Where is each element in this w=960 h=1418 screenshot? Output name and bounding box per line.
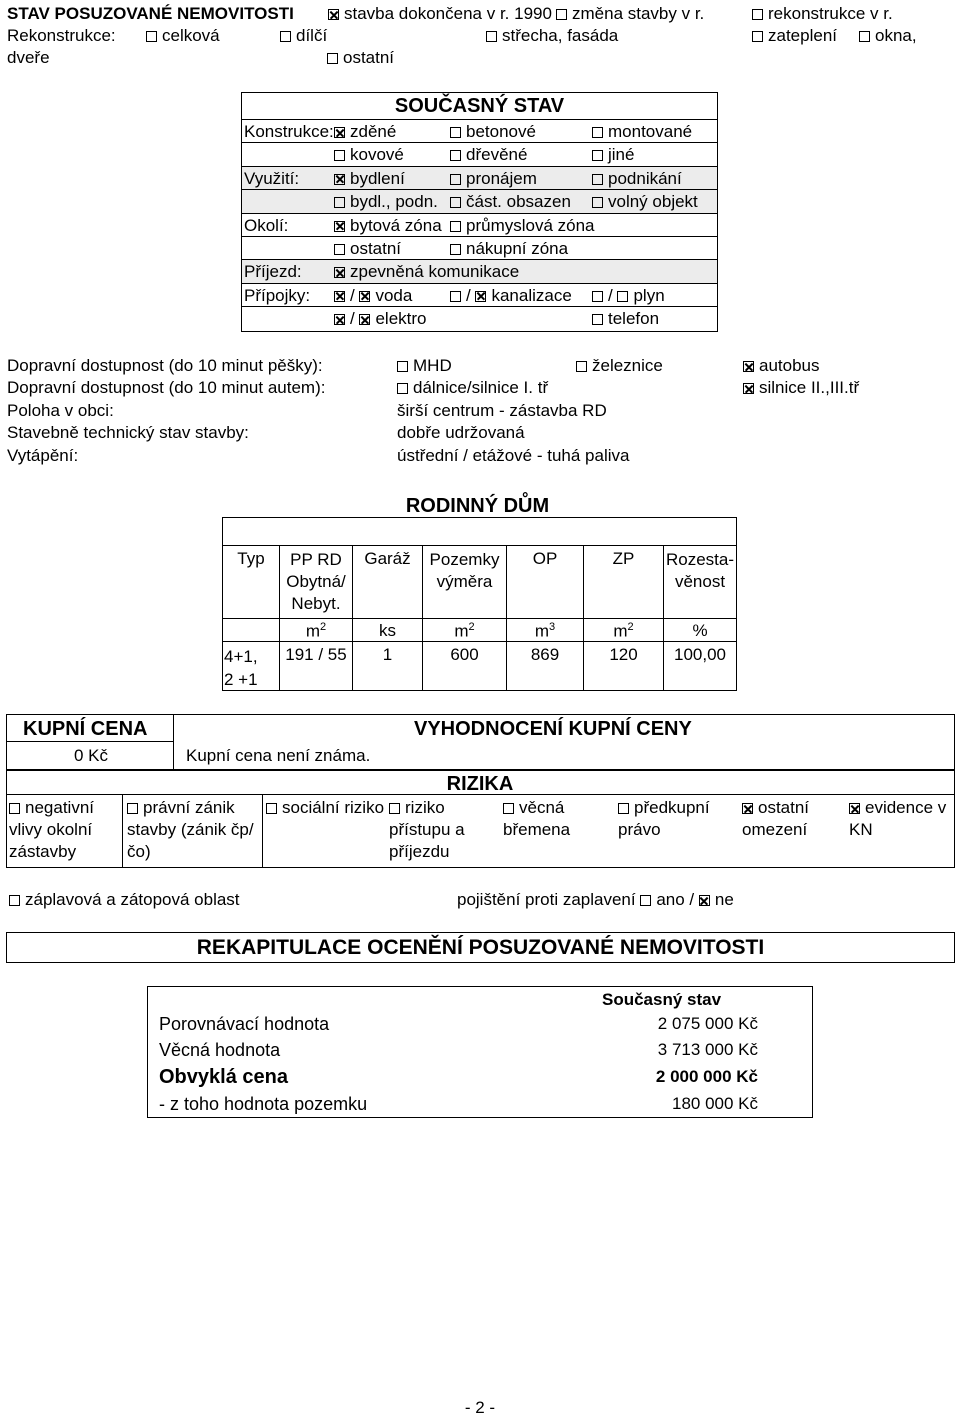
- price-value: 0 Kč: [74, 746, 109, 765]
- checkbox-icon[interactable]: [859, 31, 870, 42]
- checkbox-icon[interactable]: [334, 244, 345, 255]
- checkbox-checked-icon[interactable]: [742, 803, 753, 814]
- checkbox-icon[interactable]: [450, 127, 461, 138]
- car-access-label: Dopravní dostupnost (do 10 minut autem):: [7, 378, 326, 397]
- checkbox-checked-icon[interactable]: [359, 291, 370, 302]
- checkbox-icon[interactable]: [146, 31, 157, 42]
- car-access-option: silnice II.,III.tř: [743, 378, 859, 398]
- checkbox-checked-icon[interactable]: [334, 127, 345, 138]
- checkbox-icon[interactable]: [450, 150, 461, 161]
- construction-row: Konstrukce: zděné betonové montované: [242, 119, 717, 142]
- checkbox-icon[interactable]: [592, 291, 603, 302]
- unit: %: [692, 621, 708, 640]
- area-row: Okolí: bytová zóna průmyslová zóna: [242, 213, 717, 236]
- checkbox-icon[interactable]: [334, 150, 345, 161]
- construction-row-2: kovové dřevěné jiné: [242, 142, 717, 165]
- cell-garage: 1: [382, 645, 393, 664]
- current-state-table: [241, 92, 718, 332]
- reconstruction-option: střecha, fasáda: [486, 26, 618, 46]
- checkbox-checked-icon[interactable]: [328, 9, 339, 20]
- risks-title: RIZIKA: [446, 773, 514, 795]
- summary-value: 3 713 000 Kč: [657, 1040, 758, 1059]
- summary-label: Věcná hodnota: [159, 1040, 281, 1060]
- checkbox-checked-icon[interactable]: [359, 314, 370, 325]
- checkbox-icon[interactable]: [397, 383, 408, 394]
- checkbox-icon[interactable]: [486, 31, 497, 42]
- checkbox-icon[interactable]: [397, 361, 408, 372]
- checkbox-icon[interactable]: [327, 53, 338, 64]
- risk-item: předkupní právo: [618, 798, 710, 839]
- checkbox-checked-icon[interactable]: [699, 895, 710, 906]
- risk-item: právní zánik stavby (zánik čp/čo): [127, 798, 254, 861]
- summary-col-header: Současný stav: [602, 990, 722, 1009]
- checkbox-icon[interactable]: [592, 314, 603, 325]
- checkbox-icon[interactable]: [450, 291, 461, 302]
- checkbox-checked-icon[interactable]: [334, 314, 345, 325]
- checkbox-icon[interactable]: [450, 197, 461, 208]
- current-state-title: SOUČASNÝ STAV: [394, 95, 565, 117]
- cell-type: 4+1, 2 +1: [224, 647, 258, 689]
- checkbox-checked-icon[interactable]: [334, 291, 345, 302]
- col-header-op: OP: [532, 549, 558, 568]
- condition-value: dobře udržovaná: [397, 423, 525, 442]
- heating-value: ústřední / etážové - tuhá paliva: [397, 446, 630, 465]
- price-title: KUPNÍ CENA: [23, 718, 148, 740]
- summary-label: Porovnávací hodnota: [159, 1014, 330, 1034]
- condition-label: Stavebně technický stav stavby:: [7, 423, 249, 442]
- checkbox-checked-icon[interactable]: [334, 221, 345, 232]
- checkbox-icon[interactable]: [334, 197, 345, 208]
- col-header-zp: ZP: [612, 549, 635, 568]
- checkbox-icon[interactable]: [280, 31, 291, 42]
- utilities-row-2: / elektro telefon: [242, 306, 717, 329]
- checkbox-checked-icon[interactable]: [849, 803, 860, 814]
- price-note: Kupní cena není známa.: [186, 746, 371, 765]
- checkbox-icon[interactable]: [617, 291, 628, 302]
- checkbox-icon[interactable]: [9, 803, 20, 814]
- price-eval-title: VYHODNOCENÍ KUPNÍ CENY: [414, 718, 692, 740]
- location-value: širší centrum - zástavba RD: [397, 401, 607, 420]
- risk-item: věcná břemena: [503, 798, 571, 839]
- unit: $m^2$: [305, 621, 327, 641]
- walk-access-option: železnice: [576, 356, 663, 376]
- col-header-layout: Rozesta-věnost: [665, 550, 735, 591]
- risk-item: negativní vlivy okolní zástavby: [9, 798, 94, 861]
- reconstruction-option: ostatní: [327, 48, 394, 68]
- reconstruction-option-cont: dveře: [7, 48, 50, 67]
- reconstruction-label: Rekonstrukce:: [7, 26, 116, 45]
- cell-zp: 120: [609, 645, 638, 664]
- checkbox-checked-icon[interactable]: [334, 267, 345, 278]
- car-access-option: dálnice/silnice I. tř: [397, 378, 548, 398]
- page-number: - 2 -: [464, 1398, 496, 1417]
- checkbox-icon[interactable]: [127, 803, 138, 814]
- checkbox-icon[interactable]: [450, 221, 461, 232]
- summary-value: 180 000 Kč: [671, 1094, 758, 1113]
- heating-label: Vytápění:: [7, 446, 79, 465]
- risk-item: sociální riziko: [266, 797, 386, 819]
- checkbox-checked-icon[interactable]: [475, 291, 486, 302]
- checkbox-icon[interactable]: [592, 197, 603, 208]
- checkbox-icon[interactable]: [592, 174, 603, 185]
- checkbox-checked-icon[interactable]: [334, 174, 345, 185]
- utilities-row: Přípojky: / voda / kanalizace / plyn: [242, 283, 717, 306]
- col-header-garage: Garáž: [364, 549, 411, 568]
- checkbox-icon[interactable]: [389, 803, 400, 814]
- col-header-type: Typ: [237, 549, 265, 568]
- reconstruction-year-option: rekonstrukce v r.: [752, 4, 893, 24]
- checkbox-icon[interactable]: [640, 895, 651, 906]
- summary-label-highlight: Obvyklá cena: [159, 1066, 288, 1088]
- checkbox-icon[interactable]: [503, 803, 514, 814]
- checkbox-icon[interactable]: [450, 174, 461, 185]
- reconstruction-option: dílčí: [280, 26, 327, 46]
- area-row-2: ostatní nákupní zóna: [242, 236, 717, 259]
- cell-land: 600: [450, 645, 479, 664]
- unit: ks: [379, 621, 396, 640]
- changed-option: změna stavby v r.: [556, 4, 704, 24]
- summary-label: - z toho hodnota pozemku: [159, 1094, 368, 1114]
- insurance-row: pojištění proti zaplavení ano / ne: [457, 890, 734, 909]
- checkbox-icon[interactable]: [9, 895, 20, 906]
- checkbox-checked-icon[interactable]: [743, 383, 754, 394]
- risk-item: evidence v KN: [849, 798, 947, 839]
- checkbox-icon[interactable]: [576, 361, 587, 372]
- checkbox-icon[interactable]: [618, 803, 629, 814]
- col-header-floor-area: PP RD Obytná/ Nebyt.: [286, 550, 346, 613]
- checkbox-icon[interactable]: [592, 150, 603, 161]
- checkbox-icon[interactable]: [592, 127, 603, 138]
- usage-row: Využití: bydlení pronájem podnikání: [242, 166, 717, 189]
- checkbox-icon[interactable]: [266, 803, 277, 814]
- checkbox-icon[interactable]: [450, 244, 461, 255]
- risk-item: riziko přístupu a příjezdu: [389, 798, 465, 861]
- completed-option: stavba dokončena v r. 1990: [328, 4, 552, 24]
- summary-value-highlight: 2 000 000 Kč: [655, 1067, 758, 1086]
- walk-access-option: MHD: [397, 356, 452, 376]
- reconstruction-option: okna,: [859, 26, 917, 46]
- house-table: [222, 517, 737, 691]
- checkbox-icon[interactable]: [556, 9, 567, 20]
- walk-access-option: autobus: [743, 356, 820, 376]
- checkbox-icon[interactable]: [752, 31, 763, 42]
- checkbox-checked-icon[interactable]: [743, 361, 754, 372]
- usage-row-2: bydl., podn. část. obsazen volný objekt: [242, 189, 717, 212]
- cell-floor-area: 191 / 55: [285, 645, 347, 664]
- reconstruction-option: celková: [146, 26, 220, 46]
- location-label: Poloha v obci:: [7, 401, 114, 420]
- walk-access-label: Dopravní dostupnost (do 10 minut pěšky):: [7, 356, 323, 375]
- checkbox-icon[interactable]: [752, 9, 763, 20]
- access-row: Příjezd: zpevněná komunikace: [242, 259, 717, 282]
- summary-table: [147, 986, 813, 1118]
- cell-layout: 100,00: [674, 645, 726, 664]
- flood-option: záplavová a zátopová oblast: [9, 890, 240, 910]
- unit: $m^2$: [454, 621, 475, 641]
- unit: $m^2$: [613, 621, 634, 641]
- summary-title: REKAPITULACE OCENĚNÍ POSUZOVANÉ NEMOVITOSTI: [196, 936, 765, 959]
- unit: $m^3$: [534, 621, 556, 641]
- summary-value: 2 075 000 Kč: [657, 1014, 758, 1033]
- reconstruction-option: zateplení: [752, 26, 837, 46]
- col-header-land: Pozemky výměra: [429, 550, 500, 591]
- risk-item: ostatní omezení: [742, 798, 810, 839]
- house-title: RODINNÝ DŮM: [405, 495, 550, 517]
- page-title: STAV POSUZOVANÉ NEMOVITOSTI: [7, 4, 294, 23]
- cell-op: 869: [530, 645, 560, 664]
